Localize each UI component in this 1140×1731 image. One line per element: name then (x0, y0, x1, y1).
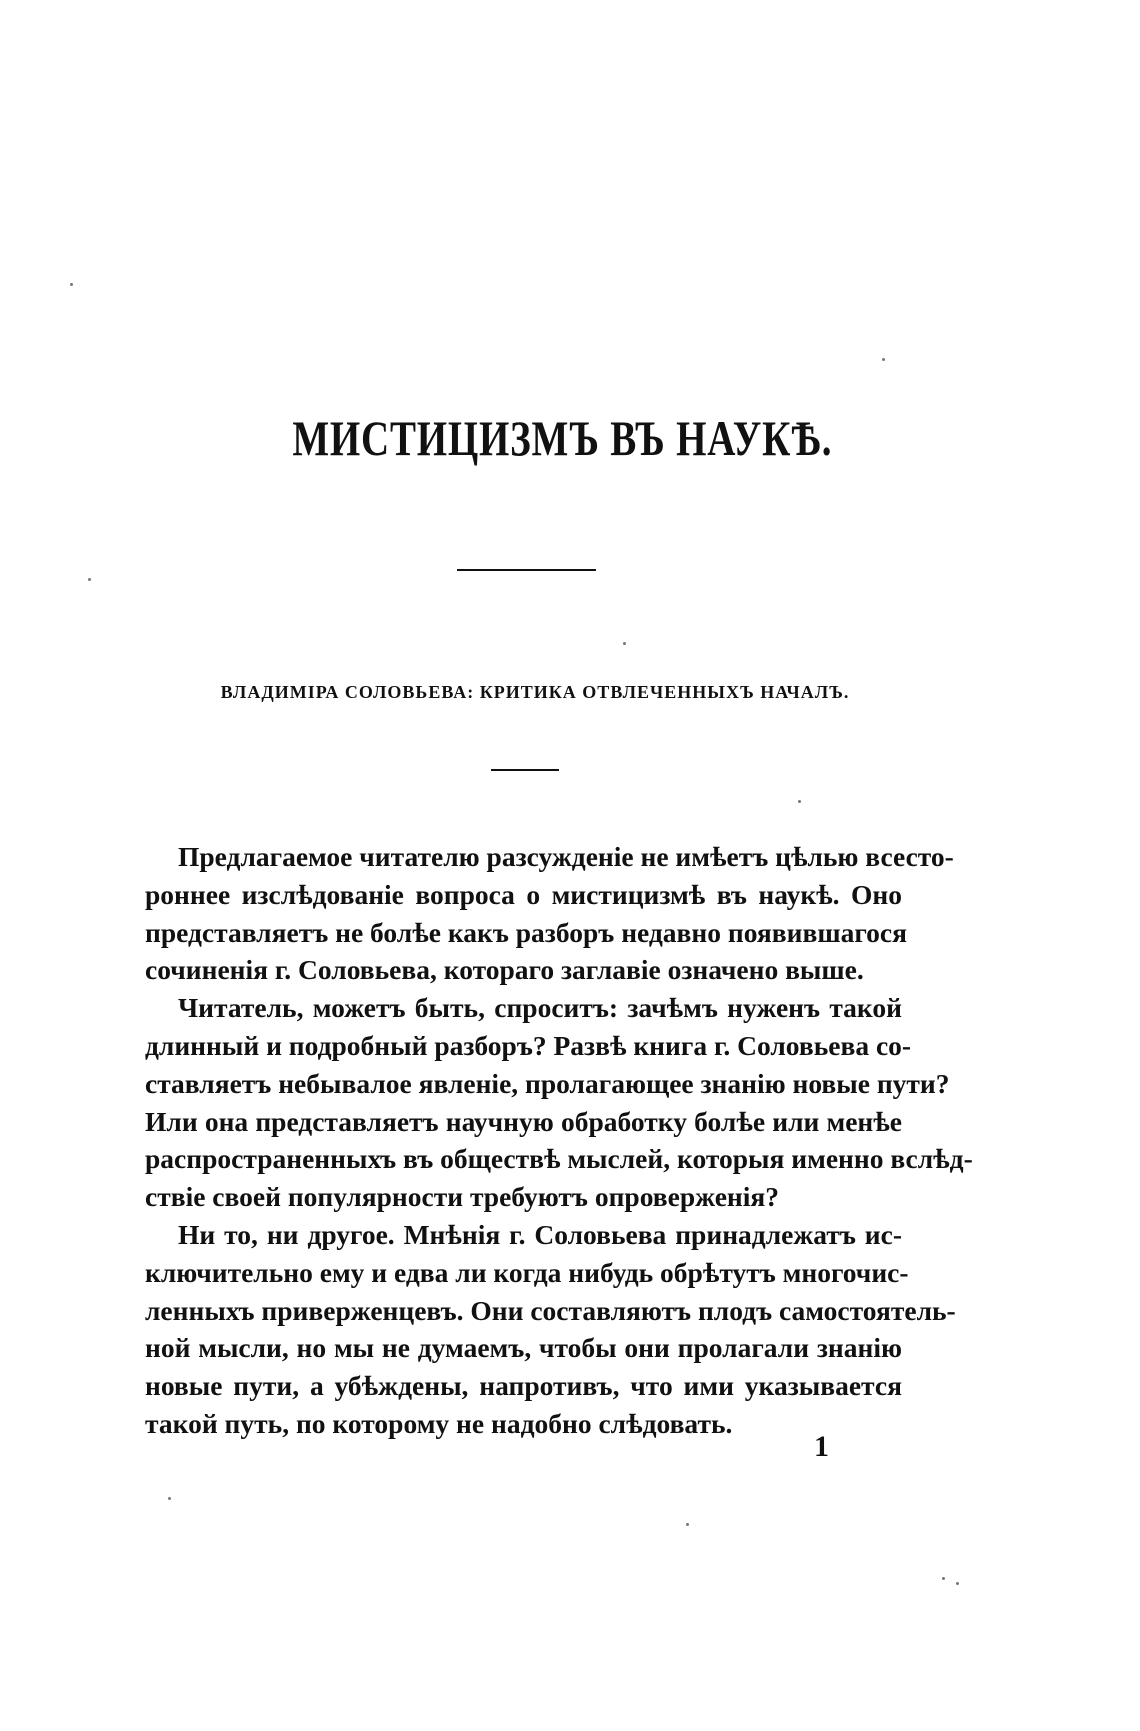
text-line: роннее изслѣдованіе вопроса о мистицизмѣ въ наукѣ. Оно (145, 878, 902, 910)
text-line: новые пути, а убѣждены, напротивъ, что ими указывается (145, 1370, 902, 1402)
scan-speck (623, 642, 626, 645)
scan-speck (70, 283, 73, 286)
page-title: МИСТИЦИЗМЪ ВЪ НАУКѢ. (292, 410, 833, 466)
scan-speck (942, 1577, 945, 1580)
text-line: Ни то, ни другое. Мнѣнія г. Соловьева принадлежатъ ис- (178, 1218, 902, 1250)
page-number: 1 (814, 1430, 829, 1463)
subtitle-divider (491, 769, 559, 771)
text-line: такой путь, по которому не надобно слѣдовать. (145, 1407, 733, 1439)
text-line: сочиненія г. Соловьева, котораго заглавіе означено выше. (145, 954, 864, 986)
scan-speck (798, 800, 801, 803)
text-line: ной мысли, но мы не думаемъ, чтобы они пролагали знанію (145, 1332, 902, 1364)
body-text (145, 838, 973, 1443)
title-divider (457, 569, 596, 571)
text-line: Читатель, можетъ быть, спроситъ: зачѣмъ нуженъ такой (178, 992, 902, 1024)
text-line: ключительно ему и едва ли когда нибудь обрѣтутъ многочис- (145, 1256, 909, 1288)
text-line: ленныхъ приверженцевъ. Они составляютъ плодъ самостоятель- (145, 1294, 956, 1326)
text-line: распространенныхъ въ обществѣ мыслей, которыя именно вслѣд- (145, 1143, 973, 1175)
scan-speck (168, 1497, 171, 1500)
text-line: длинный и подробный разборъ? Развѣ книга г. Соловьева со- (145, 1029, 912, 1061)
scan-speck (956, 1582, 959, 1585)
scan-speck (882, 358, 885, 361)
scan-speck (88, 578, 91, 581)
text-line: представляетъ не болѣе какъ разборъ недавно появившагося (145, 916, 907, 948)
text-line: Или она представляетъ научную обработку болѣе или менѣе (145, 1105, 902, 1137)
text-line: ствіе своей популярности требуютъ опроверженія? (145, 1181, 780, 1213)
text-line: Предлагаемое читателю разсужденіе не имѣетъ цѣлью всесто- (178, 841, 954, 872)
scan-speck (686, 1523, 689, 1526)
text-line: ставляетъ небывалое явленіе, пролагающее знанію новые пути? (145, 1067, 950, 1099)
subtitle: ВЛАДИМІРА СОЛОВЬЕВА: КРИТИКА ОТВЛЕЧЕННЫХЪ НАЧАЛЪ. (220, 682, 850, 702)
